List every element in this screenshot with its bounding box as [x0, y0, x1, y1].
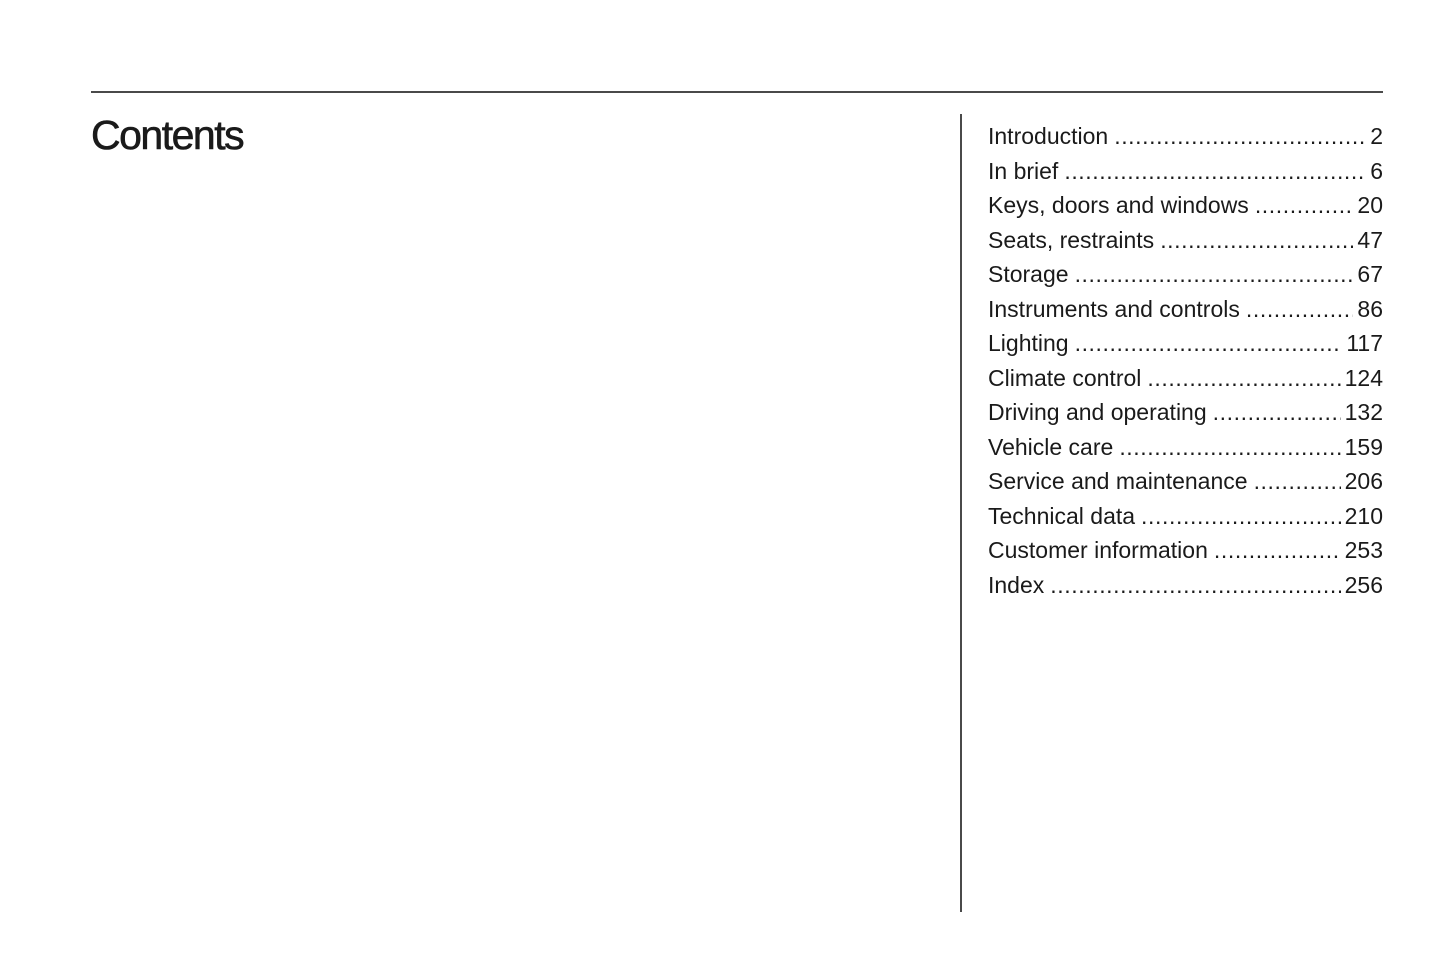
toc-entry-page: 20 [1357, 192, 1383, 218]
toc-entry-title: Driving and operating [988, 399, 1207, 425]
toc-entry-page: 86 [1357, 295, 1383, 322]
toc-dot-leader [1050, 568, 1340, 603]
toc-entry-page: 253 [1344, 537, 1383, 563]
toc-entry-driving-operating[interactable] [988, 395, 1383, 430]
toc-entry-page: 256 [1344, 571, 1383, 598]
toc-entry-climate-control[interactable] [988, 361, 1383, 396]
toc-dot-leader [1214, 533, 1341, 568]
toc-entry-title: In brief [988, 157, 1059, 184]
toc-dot-leader [1254, 464, 1341, 499]
toc-dot-leader [1075, 257, 1354, 292]
toc-entry-lighting[interactable] [988, 326, 1383, 361]
toc-entry-title: Climate control [988, 364, 1142, 391]
toc-entry-storage[interactable] [988, 257, 1383, 292]
toc-entry-page: 124 [1344, 364, 1383, 391]
toc-dot-leader [1114, 119, 1366, 154]
toc-entry-technical-data[interactable] [988, 499, 1383, 534]
toc-entry-service-maintenance[interactable] [988, 464, 1383, 499]
toc-entry-seats-restraints[interactable] [988, 223, 1383, 258]
toc-entry-index[interactable] [988, 568, 1383, 603]
toc-entry-title: Seats, restraints [988, 226, 1155, 253]
toc-entry-title: Storage [988, 261, 1069, 287]
toc-entry-title: Service and maintenance [988, 468, 1248, 494]
toc-dot-leader [1064, 154, 1366, 189]
toc-entry-title: Introduction [988, 123, 1109, 149]
toc-entry-vehicle-care[interactable] [988, 430, 1383, 465]
toc-entry-page: 206 [1344, 468, 1383, 494]
page-title: Contents [91, 112, 244, 158]
top-horizontal-rule [91, 91, 1383, 93]
toc-entry-title: Keys, doors and windows [988, 192, 1249, 218]
toc-dot-leader [1160, 223, 1353, 258]
toc-entry-in-brief[interactable] [988, 154, 1383, 189]
toc-entry-page: 210 [1344, 502, 1383, 529]
toc-dot-leader [1119, 430, 1340, 465]
toc-entry-title: Instruments and controls [988, 295, 1240, 322]
toc-dot-leader [1213, 395, 1341, 430]
toc-entry-keys-doors-windows[interactable] [988, 188, 1383, 223]
toc-dot-leader [1075, 326, 1343, 361]
toc-entry-title: Index [988, 571, 1045, 598]
toc-entry-page: 2 [1370, 123, 1383, 149]
toc-entry-page: 117 [1346, 330, 1383, 356]
toc-entry-page: 67 [1357, 261, 1383, 287]
toc-entry-page: 6 [1370, 157, 1383, 184]
column-divider [960, 114, 962, 912]
toc-entry-page: 47 [1357, 226, 1383, 253]
toc-dot-leader [1147, 361, 1340, 396]
toc-dot-leader [1246, 292, 1354, 327]
toc-entry-page: 159 [1344, 433, 1383, 460]
table-of-contents [988, 119, 1383, 602]
toc-entry-title: Technical data [988, 502, 1136, 529]
toc-entry-customer-information[interactable] [988, 533, 1383, 568]
toc-entry-introduction[interactable] [988, 119, 1383, 154]
toc-dot-leader [1141, 499, 1341, 534]
toc-entry-instruments-controls[interactable] [988, 292, 1383, 327]
toc-dot-leader [1255, 188, 1354, 223]
toc-entry-title: Lighting [988, 330, 1069, 356]
toc-entry-page: 132 [1344, 399, 1383, 425]
toc-entry-title: Vehicle care [988, 433, 1114, 460]
toc-entry-title: Customer information [988, 537, 1208, 563]
